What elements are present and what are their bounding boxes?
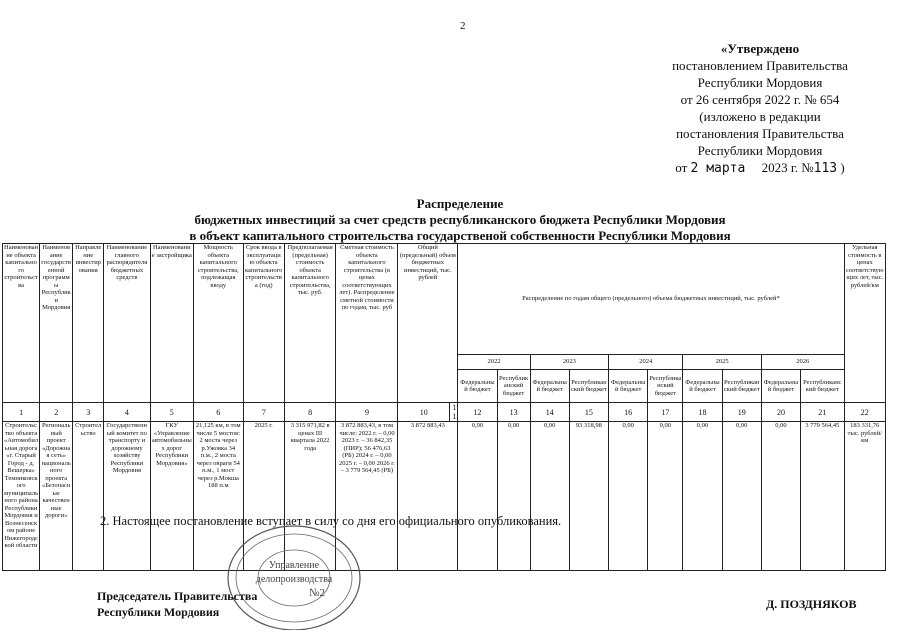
federal-budget-header: Федеральный бюджет (609, 370, 648, 403)
chairman-line: Республики Мордовия (97, 605, 220, 619)
column-number: 16 (609, 403, 648, 422)
republic-budget-header: Республиканский бюджет (569, 370, 608, 403)
column-number: 9 (336, 403, 398, 422)
republic-budget-header: Республиканский бюджет (648, 370, 683, 403)
column-number: 12 (458, 403, 497, 422)
approval-date-prefix: от (675, 160, 688, 175)
header-developer: Наименование застройщика (150, 244, 193, 403)
cell-object-name: Строительство объекта «Автомобильная дорога «г. Старый Город - д. Вешерка» Темниковского муниципального района Республики Мордовия и Вознесенском районе Нижегородской области (3, 422, 40, 571)
cell-capacity: 21,125 км, в том числе 5 мостов: 2 моста через р.Ужовка 34 п.м., 2 моста через овраги 54 п.м., 1 мост через р.Мокша 188 п.м (193, 422, 243, 571)
approval-date-line (620, 159, 900, 177)
republic-budget-header: Республиканский бюджет (801, 370, 844, 403)
header-object-name: Наименование объекта капитального строительства (3, 244, 40, 403)
approval-block (620, 40, 900, 177)
header-distributor: Наименование главного распорядителя бюджетных средств (104, 244, 150, 403)
column-numbers-row (3, 403, 886, 422)
republic-budget-header: Республиканский бюджет (497, 370, 530, 403)
cell-value: 0,00 (683, 422, 722, 571)
column-number: 17 (648, 403, 683, 422)
header-direction: Направление инвестирования (73, 244, 104, 403)
approval-line: постановлением Правительства (672, 58, 848, 73)
column-number: 10 (398, 403, 450, 422)
column-number: 18 (683, 403, 722, 422)
column-number: 8 (284, 403, 336, 422)
header-estimate-cost: Сметная стоимость объекта капитального строительства (в ценах соответствующих лет). Распределение сметной стоимости по годам, тыс. руб (336, 244, 398, 403)
year-cell: 2022 (458, 355, 530, 370)
republic-budget-header: Республиканский бюджет (722, 370, 761, 403)
column-number: 3 (73, 403, 104, 422)
column-number: 6 (193, 403, 243, 422)
year-cell: 2026 (761, 355, 844, 370)
cell-total-investment: 3 872 883,43 (398, 422, 458, 571)
column-number: 5 (150, 403, 193, 422)
column-number: 11 (450, 403, 458, 422)
cell-developer: ГКУ «Управление автомобильных дорог Республики Мордовия» (150, 422, 193, 571)
cell-value: 0,00 (761, 422, 800, 571)
signer-name: Д. ПОЗДНЯКОВ (766, 597, 857, 611)
stamp-text: №2 (309, 587, 325, 599)
approval-suffix: ) (840, 160, 845, 175)
cell-distributor: Государственный комитет по транспорту и дорожному хозяйству Республики Мордовия (104, 422, 150, 571)
cell-commission-year: 2025 г. (243, 422, 284, 571)
title-line: бюджетных инвестиций за счет средств республиканского бюджета Республики Мордовия (194, 212, 726, 227)
cell-value: 93 318,98 (569, 422, 608, 571)
year-cell: 2023 (530, 355, 608, 370)
entry-into-force-paragraph: 2. Настоящее постановление вступает в силу со дня его официального опубликования. (100, 514, 562, 528)
cell-value: 0,00 (458, 422, 497, 571)
header-capacity: Мощность объекта капитального строительства, подлежащая вводу (193, 244, 243, 403)
column-number: 14 (530, 403, 569, 422)
federal-budget-header: Федеральный бюджет (683, 370, 722, 403)
cell-value: 3 779 564,45 (801, 422, 844, 571)
cell-program: Региональный проект «Дорожная сеть» национального проекта «Безопасные качественные дороги» (40, 422, 73, 571)
page-number: 2 (460, 20, 466, 32)
approval-line: от 26 сентября 2022 г. № 654 (680, 92, 840, 107)
approval-number-handwritten: 113 (813, 161, 838, 176)
year-cell: 2024 (609, 355, 683, 370)
cell-direction: Строительство (73, 422, 104, 571)
approval-line: постановления Правительства (676, 126, 844, 141)
chairman-title (97, 588, 257, 620)
header-commission-year: Срок ввода в эксплуатацию объекта капитального строительства (год) (243, 244, 284, 403)
column-number: 2 (40, 403, 73, 422)
cell-estimated-cost: 3 315 971,82 в ценах III квартала 2022 года (284, 422, 336, 571)
federal-budget-header: Федеральный бюджет (530, 370, 569, 403)
header-distribution: Распределение по годам общего (предельного) объема бюджетных инвестиций, тыс. рублей* (458, 244, 844, 355)
column-number: 20 (761, 403, 800, 422)
column-number: 13 (497, 403, 530, 422)
approval-line: (изложено в редакции (699, 109, 821, 124)
column-number: 21 (801, 403, 844, 422)
column-number: 4 (104, 403, 150, 422)
approval-heading: «Утверждено (720, 41, 800, 56)
column-number: 19 (722, 403, 761, 422)
approval-line: Республики Мордовия (697, 143, 823, 158)
title-line: в объект капитального строительства государственой собственности Республики Мордовия (189, 228, 731, 243)
cell-unit-cost: 183 331,76 тыс. рублей/км (844, 422, 885, 571)
header-unit-cost: Удельная стоимость в ценах соответствующих лет, тыс. рублей/км (844, 244, 885, 403)
document-title (150, 196, 770, 244)
cell-value: 0,00 (609, 422, 648, 571)
stamp-text: Управление (268, 560, 320, 571)
approval-date-handwritten: 2 марта (690, 161, 746, 176)
cell-estimate-cost: 3 872 883,43, в том числе: 2022 г. – 0,00 2023 г. – 36 842,35 (ПИР); 56 476,63 (РБ) 2024 г. – 0,00 2025 г. – 0,00 2026 г. – 3 779 564,45 (РБ) (336, 422, 398, 571)
header-row (3, 244, 886, 355)
chairman-line: Председатель Правительства (97, 589, 258, 603)
cell-value: 0,00 (530, 422, 569, 571)
column-number: 7 (243, 403, 284, 422)
header-estimated-cost: Предполагаемая (предельная) стоимость объекта капитального строительства, тыс. руб. (284, 244, 336, 403)
approval-line: Республики Мордовия (697, 75, 823, 90)
cell-value: 0,00 (648, 422, 683, 571)
approval-year: 2023 г. № (761, 160, 814, 175)
table-row (3, 422, 886, 571)
header-program: Наименование государственной программы Республики Мордовия (40, 244, 73, 403)
federal-budget-header: Федеральный бюджет (761, 370, 800, 403)
cell-value: 0,00 (497, 422, 530, 571)
title-line: Распределение (416, 196, 504, 211)
stamp-text: делопроизводства (255, 574, 333, 585)
cell-value: 0,00 (722, 422, 761, 571)
column-number: 1 (3, 403, 40, 422)
header-total-investment: Общий (предельный) объем бюджетных инвестиций, тыс. рублей (398, 244, 458, 403)
column-number: 22 (844, 403, 885, 422)
column-number: 15 (569, 403, 608, 422)
year-cell: 2025 (683, 355, 761, 370)
federal-budget-header: Федеральный бюджет (458, 370, 497, 403)
